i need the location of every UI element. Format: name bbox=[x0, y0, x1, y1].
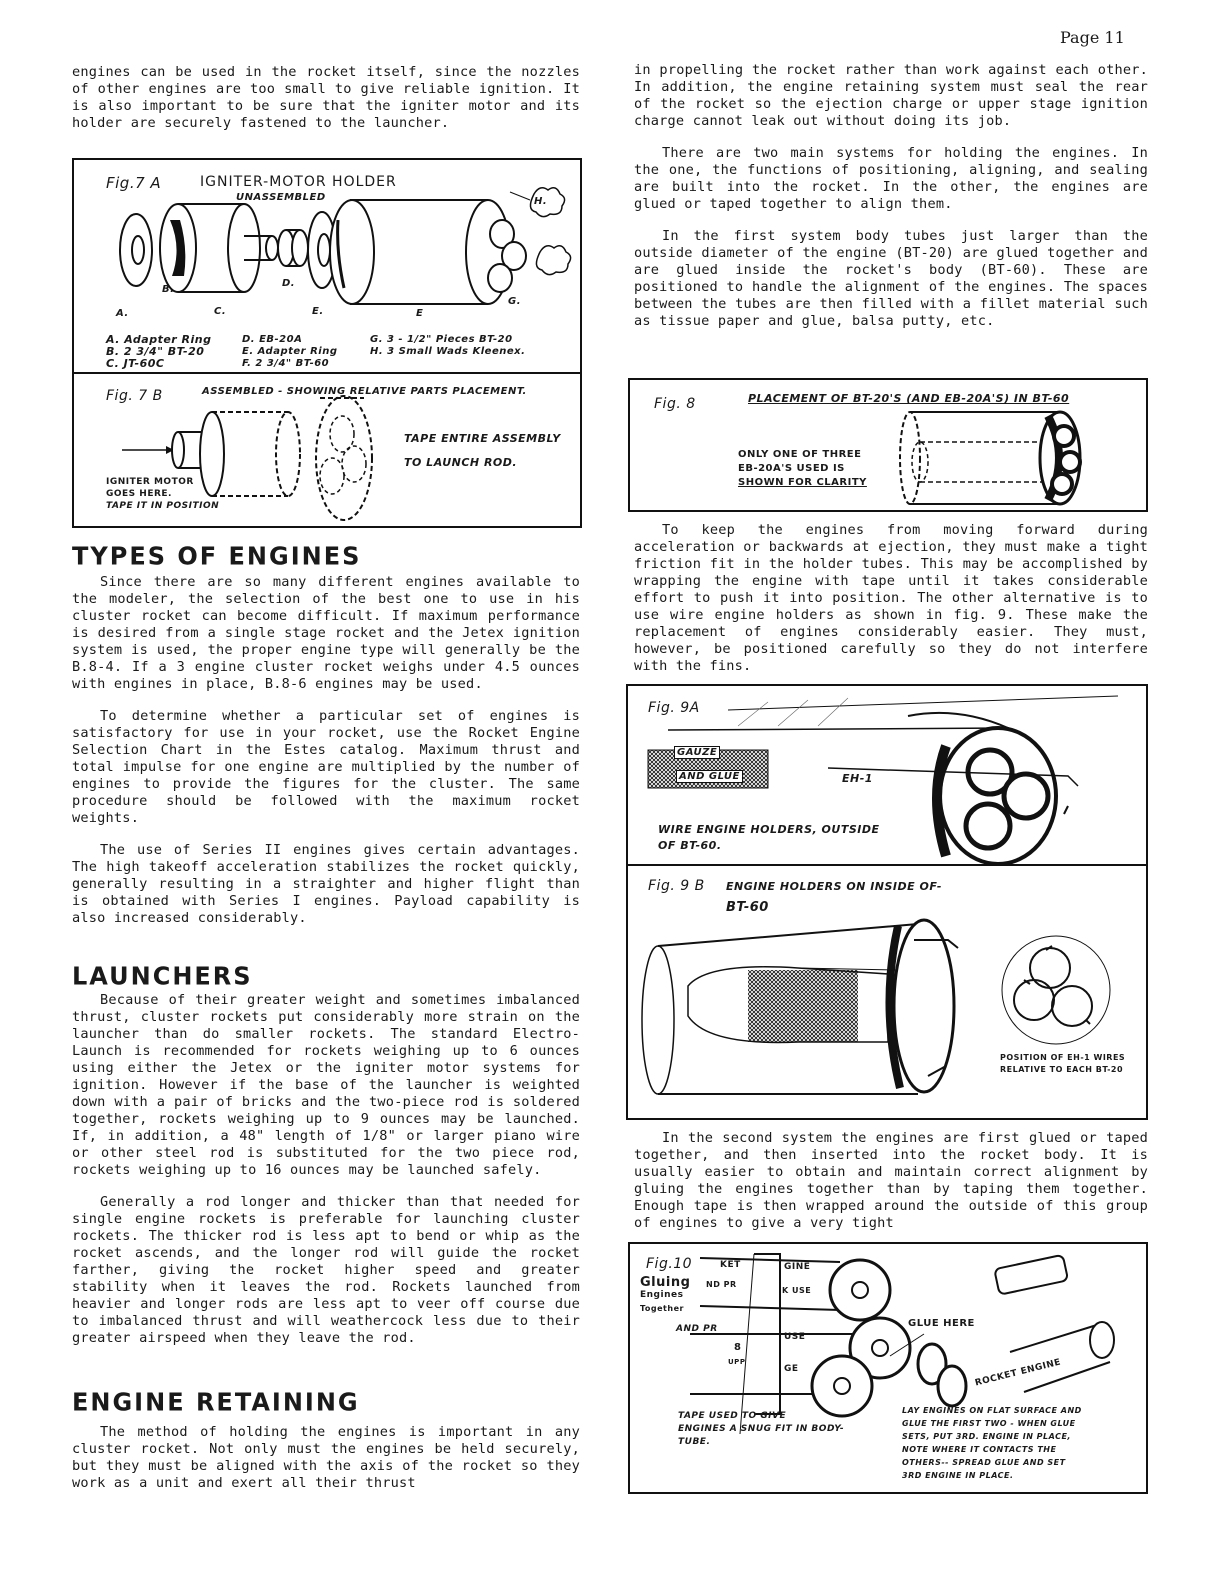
caption-line: Gluing bbox=[640, 1275, 691, 1290]
note-line: TAPE IT IN POSITION bbox=[106, 501, 220, 511]
legend-item: F. 2 3/4" BT-60 bbox=[242, 358, 330, 369]
paragraph: The method of holding the engines is important in any cluster rocket. Not only must the engines be held securely, but they must be aligned with the axis of the rocket so they work as a unit and exert all their thrust bbox=[72, 1424, 580, 1491]
tube-text: USE bbox=[784, 1332, 806, 1342]
glue-here-label: GLUE HERE bbox=[908, 1318, 975, 1329]
legend-col1 bbox=[106, 334, 212, 370]
retaining-section bbox=[72, 1424, 580, 1492]
note-line: IGNITER MOTOR bbox=[106, 477, 194, 487]
caption-line: OF BT-60. bbox=[658, 839, 722, 852]
figure-label: Fig.10 bbox=[646, 1256, 693, 1272]
figure-title: PLACEMENT OF BT-20'S (AND EB-20A'S) IN BT-60 bbox=[748, 392, 1070, 405]
lay-caption bbox=[902, 1404, 1082, 1482]
note-line: RELATIVE TO EACH BT-20 bbox=[1000, 1065, 1124, 1074]
section-heading: LAUNCHERS bbox=[72, 961, 253, 991]
part-label: A. bbox=[116, 308, 129, 319]
paragraph: In the second system the engines are first glued or taped together, and then inserted into the rocket body. It is usually easier to obtain and maintain correct alignment by gluing the engines together than by taping them together. Enough tape is then wrapped around the outside of this group of engines to give a very tight bbox=[634, 1130, 1148, 1231]
tube-text: UPP bbox=[728, 1358, 746, 1366]
caption-line: GLUE THE FIRST TWO - WHEN GLUE bbox=[902, 1419, 1076, 1428]
clarity-note bbox=[738, 448, 867, 490]
figure-label: Fig. 8 bbox=[654, 396, 696, 412]
gauze-label: GAUZE bbox=[674, 746, 720, 759]
paragraph: In the first system body tubes just larger than the outside diameter of the engine (BT-20) are glued together and are glued inside the rocket's body (BT-60). These are positioned to handle the alignment of the engines. The spaces between the tubes are then filled with a fillet material such as tissue paper and glue, balsa putty, etc. bbox=[634, 228, 1148, 329]
paragraph: There are two main systems for holding the engines. In the one, the functions of positioning, aligning, and sealing are built into the rocket. In the other, the engines are glued or taped together to align them. bbox=[634, 145, 1148, 212]
caption-line: 3RD ENGINE IN PLACE. bbox=[902, 1471, 1014, 1480]
paragraph: Generally a rod longer and thicker than that needed for single engine rockets is preferable for launching cluster rockets. The thicker rod is less apt to bend or whip as the rocket ascends, and the longer rod will guide the rocket farther, giving the rocket higher speed and greater stability when it leaves the rod. Rockets launched from heavier and longer rods are less apt to veer off course due to imbalanced thrust and will weathercock less due to their greater airspeed when they leave the rod. bbox=[72, 1194, 580, 1346]
caption-line: WIRE ENGINE HOLDERS, OUTSIDE bbox=[658, 823, 880, 836]
paragraph: Because of their greater weight and sometimes imbalanced thrust, cluster rockets put considerably more strain on the launcher than do smaller rockets. The standard Electro-Launch is recommended for rockets weighing up to 6 ounces using either the Jetex or the igniter motor systems for ignition. However if the base of the launcher is weighted down with a pair of bricks and the two-piece rod is soldered together, rockets weighing up to 9 ounces may be launched. If, in addition, a 48" length of 1/8" or larger piano wire or other steel rod is substituted for the two piece rod, rockets weighing up to 16 ounces may be launched safely. bbox=[72, 992, 580, 1178]
page-number: Page 11 bbox=[1060, 28, 1125, 47]
part-label: B. bbox=[162, 284, 175, 295]
tube-text: GE bbox=[784, 1364, 799, 1374]
tube-text: AND PR bbox=[676, 1324, 718, 1334]
figure-10 bbox=[628, 1242, 1148, 1494]
types-section bbox=[72, 574, 580, 927]
legend-col2 bbox=[242, 334, 338, 370]
figure-9b bbox=[626, 866, 1148, 1120]
note-line: GOES HERE. bbox=[106, 489, 172, 499]
caption-line: NOTE WHERE IT CONTACTS THE bbox=[902, 1445, 1057, 1454]
part-label: C. bbox=[214, 306, 227, 317]
figure-label: Fig. 9 B bbox=[648, 878, 705, 894]
paragraph: in propelling the rocket rather than work against each other. In addition, the engine retaining system must seal the rear of the rocket so the ejection charge or upper stage ignition charge cannot leak out without doing its job. bbox=[634, 62, 1148, 129]
part-label: E bbox=[416, 308, 424, 319]
tube-text: K USE bbox=[782, 1286, 812, 1295]
figure-8 bbox=[628, 378, 1148, 512]
caption-line: LAY ENGINES ON FLAT SURFACE AND bbox=[902, 1406, 1082, 1415]
paragraph: To keep the engines from moving forward during acceleration or backwards at ejection, they must make a tight friction fit in the holder tubes. This may be accomplished by wrapping the engine with tape until it takes considerable effort to push it into position. The other alternative is to use wire engine holders as shown in fig. 9. These make the replacement of engines considerably easier. They must, however, be positioned carefully so they do not interfere with the fins. bbox=[634, 522, 1148, 674]
figure-subtitle: UNASSEMBLED bbox=[236, 192, 326, 203]
part-label: H. bbox=[534, 196, 548, 207]
paragraph: engines can be used in the rocket itself, since the nozzles of other engines are too small to give reliable ignition. It is also important to be sure that the igniter motor and its holder are securely fastened to the launcher. bbox=[72, 64, 580, 131]
position-note bbox=[1000, 1052, 1125, 1076]
paragraph: Since there are so many different engines available to the modeler, the selection of the best one to use in his cluster rocket can become difficult. If maximum performance is desired from a single stage rocket and the Jetex ignition system is used, the proper engine type will generally be the B.8-4. If a 3 engine cluster rocket weighs under 4.5 ounces with engines in place, B.8-6 engines may be used. bbox=[72, 574, 580, 692]
figure-title: ENGINE HOLDERS ON INSIDE OF- bbox=[726, 880, 942, 893]
figure-caption bbox=[658, 822, 880, 854]
igniter-note bbox=[106, 476, 219, 512]
paragraph: To determine whether a particular set of engines is satisfactory for use in your rocket, use the Rocket Engine Selection Chart in the Estes catalog. Maximum thrust and total impulse for one engine are multiplied by the number of engines to provide the figures for the cluster. The same procedure should be followed with the maximum rocket weights. bbox=[72, 708, 580, 826]
wire-holders-inside-drawing bbox=[628, 866, 1150, 1120]
tube-text: GINE bbox=[784, 1262, 811, 1272]
note-line: SHOWN FOR CLARITY bbox=[738, 477, 867, 488]
right-mid-text bbox=[634, 522, 1148, 675]
caption-line: TAPE USED TO GIVE bbox=[678, 1411, 787, 1421]
figure-label: Fig.7 A bbox=[106, 174, 162, 192]
figure-7a bbox=[72, 158, 582, 374]
note-line: EB-20A'S USED IS bbox=[738, 463, 845, 474]
launchers-section bbox=[72, 992, 580, 1347]
intro-paragraph bbox=[72, 64, 580, 132]
eh1-label: EH-1 bbox=[842, 772, 873, 785]
legend-item: E. Adapter Ring bbox=[242, 346, 338, 357]
caption-line: Engines bbox=[640, 1290, 684, 1300]
legend-item: B. 2 3/4" BT-20 bbox=[106, 345, 205, 358]
section-heading: ENGINE RETAINING bbox=[72, 1387, 360, 1417]
tube-text: ND PR bbox=[706, 1280, 737, 1289]
right-bottom-text bbox=[634, 1130, 1148, 1232]
tube-text: 8 bbox=[734, 1342, 742, 1353]
caption-line: Together bbox=[640, 1304, 684, 1313]
note-line: POSITION OF EH-1 WIRES bbox=[1000, 1053, 1126, 1062]
part-label: E. bbox=[312, 306, 324, 317]
figure-9a bbox=[626, 684, 1148, 866]
right-top-text bbox=[634, 62, 1148, 330]
figure-7b bbox=[72, 374, 582, 528]
caption-line: TUBE. bbox=[678, 1437, 711, 1447]
caption-line: SETS, PUT 3RD. ENGINE IN PLACE, bbox=[902, 1432, 1071, 1441]
caption-line: ENGINES A SNUG FIT IN BODY- bbox=[678, 1424, 845, 1434]
figure-title: IGNITER-MOTOR HOLDER bbox=[200, 174, 397, 190]
engine-placement-drawing bbox=[630, 380, 1150, 514]
legend-col3 bbox=[370, 334, 525, 358]
rocket-engine-label: ROCKET ENGINE bbox=[974, 1357, 1063, 1389]
figure-label: Fig. 9A bbox=[648, 700, 700, 716]
part-label: G. bbox=[508, 296, 522, 307]
legend-item: D. EB-20A bbox=[242, 334, 303, 345]
figure-title: BT-60 bbox=[726, 900, 769, 915]
legend-item: C. JT-60C bbox=[106, 357, 165, 370]
tape-note: TO LAUNCH ROD. bbox=[404, 456, 518, 469]
tape-note: TAPE ENTIRE ASSEMBLY bbox=[404, 432, 561, 445]
tube-text: KET bbox=[720, 1260, 741, 1270]
section-heading: TYPES OF ENGINES bbox=[72, 541, 362, 571]
glue-label: AND GLUE bbox=[676, 770, 743, 783]
legend-item: A. Adapter Ring bbox=[106, 333, 212, 346]
part-label: D. bbox=[282, 278, 296, 289]
note-line: ONLY ONE OF THREE bbox=[738, 449, 862, 460]
tape-caption bbox=[678, 1410, 844, 1449]
caption-line: OTHERS-- SPREAD GLUE AND SET bbox=[902, 1458, 1066, 1467]
figure-label: Fig. 7 B bbox=[106, 388, 163, 404]
figure-title: ASSEMBLED - SHOWING RELATIVE PARTS PLACEMENT. bbox=[202, 386, 527, 397]
legend-item: H. 3 Small Wads Kleenex. bbox=[370, 346, 526, 357]
paragraph: The use of Series II engines gives certain advantages. The high takeoff acceleration stabilizes the rocket quickly, generally resulting in a straighter and higher flight than is obtained with Series I engines. Payload capability is also increased considerably. bbox=[72, 842, 580, 926]
legend-item: G. 3 - 1/2" Pieces BT-20 bbox=[370, 334, 513, 345]
